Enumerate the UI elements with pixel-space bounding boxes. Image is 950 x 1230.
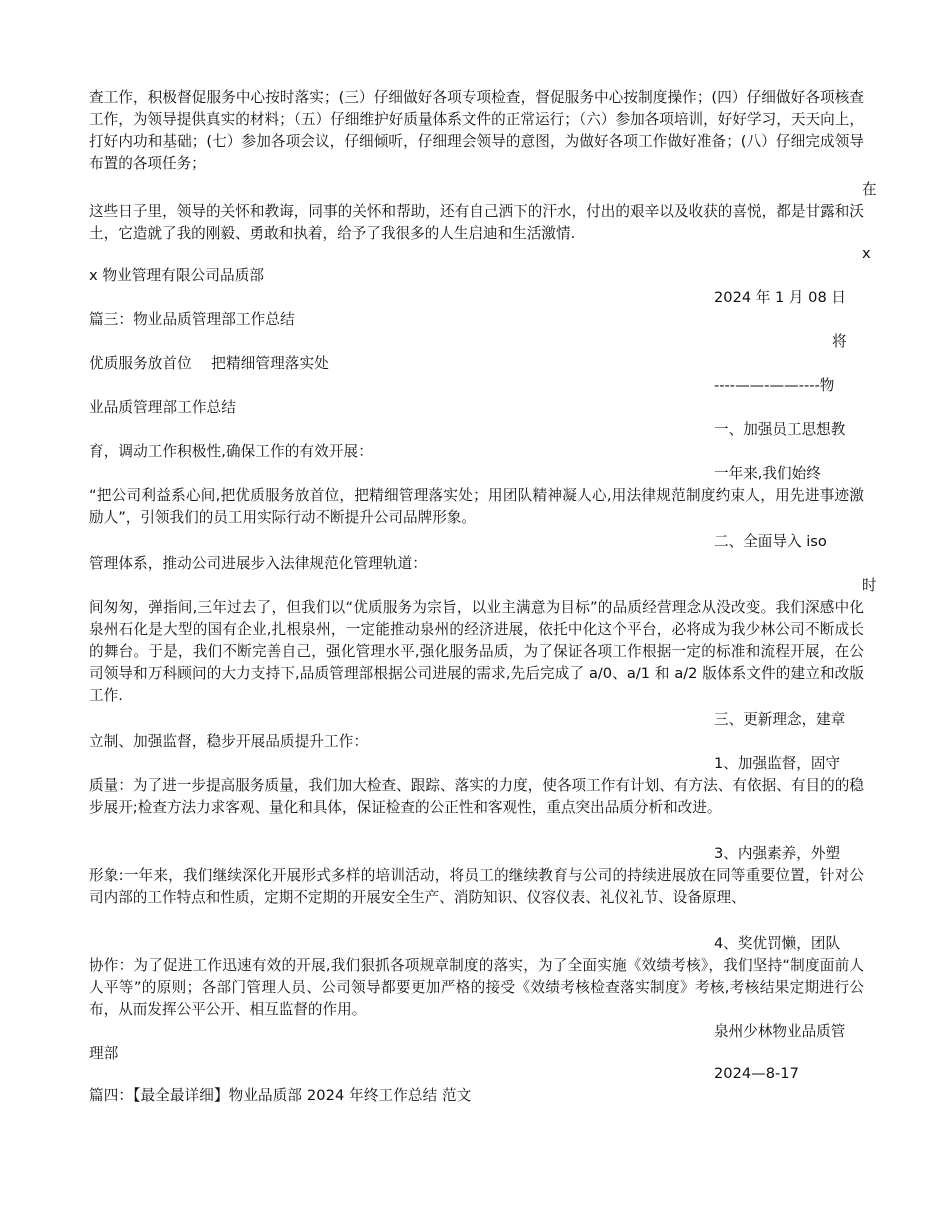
paragraph-three-years: 间匆匆，弹指间,三年过去了，但我们以“优质服务为宗旨，以业主满意为目标”的品质经营理念从没改变。我们深感中化泉州石化是大型的国有企业,扎根泉州，一定能推动泉州的经济进展，依托中化这个平台，必将成为我少林公司不断成长的舞台。于是，我们不断完善自己，强化管理水平,强化服务品质，为了保证各项工作根据一定的标准和流程开展，在公司领导和万科顾问的大力支持下,品质管理部根据公司进展的需求,先后完成了 a/0、a/1 和 a/2 版体系文件的建立和改版工作.: [89, 599, 864, 704]
chapter-four-heading: 篇四：【最全最详细】物业品质部 2024 年终工作总结 范文: [89, 1087, 472, 1104]
paragraph-reflection: 这些日子里，领导的关怀和教诲，同事的关怀和帮助，还有自己洒下的汗水，付出的艰辛以及收获的喜悦，都是甘露和沃土，它造就了我的刚毅、勇敢和执着，给予了我很多的人生启迪和生活激情.: [89, 203, 864, 242]
item-four-heading: 4、奖优罚懒，团队: [714, 935, 841, 952]
section-three-continuation: 立制、加强监督，稳步开展品质提升工作：: [89, 733, 369, 750]
section-three-heading: 三、更新理念，建章: [714, 711, 846, 728]
section-one-lead: 一年来,我们始终: [714, 465, 821, 482]
paragraph-duties: 查工作，积极督促服务中心按时落实；(三）仔细做好各项专项检查，督促服务中心按制度操作；(四）仔细做好各项核查工作，为领导提供真实的材料；（五）仔细维护好质量体系文件的正常运行；（六）参加各项培训，好好学习，天天向上，打好内功和基础；(七）参加各项会议，仔细倾听，仔细理会领导的意图，为做好各项工作做好准备；(八）仔细完成领导布置的各项任务；: [89, 89, 864, 172]
section-one-heading: 一、加强员工思想教: [714, 421, 846, 438]
item-three-heading: 3、内强素养，外塑: [714, 845, 841, 862]
dash-separator: ----——-——----物: [714, 377, 835, 394]
paragraph-quality: 质量：为了进一步提高服务质量，我们加大检查、跟踪、落实的力度，使各项工作有计划、有方法、有依据、有目的的稳步展开;检查方法力求客观、量化和具体，保证检查的公正性和客观性，重点突出品质分析和改进。: [89, 777, 864, 816]
line-fragment-x: x: [862, 245, 871, 262]
item-one-heading: 1、加强监督，固守: [714, 755, 841, 772]
paragraph-image: 形象:一年来，我们继续深化开展形式多样的培训活动，将员工的继续教育与公司的持续进展放在同等重要位置，针对公司内部的工作特点和性质，定期不定期的开展安全生产、消防知识、仪容仪表、礼仪礼节、设备原理、: [89, 867, 864, 906]
line-fragment-shi: 时: [862, 577, 877, 594]
slogan-line: 优质服务放首位 把精细管理落实处: [89, 355, 329, 372]
section-two-heading: 二、全面导入 iso: [714, 533, 827, 550]
section-two-continuation: 管理体系，推动公司进展步入法律规范化管理轨道：: [89, 555, 427, 572]
chapter-three-heading: 篇三：物业品质管理部工作总结: [89, 311, 295, 328]
department-signature: 泉州少林物业品质管: [714, 1023, 846, 1040]
section-one-continuation: 育，调动工作积极性,确保工作的有效开展：: [89, 443, 373, 460]
line-fragment-zai: 在: [862, 181, 877, 198]
paragraph-company-motto: “把公司利益系心间,把优质服务放首位，把精细管理落实处；用团队精神凝人心,用法律规范制度约束人，用先进事迹激励人”，引领我们的员工用实际行动不断提升公司品牌形象。: [89, 487, 864, 526]
paragraph-teamwork: 协作：为了促进工作迅速有效的开展,我们狠抓各项规章制度的落实，为了全面实施《效绩考核》，我们坚持“制度面前人人平等”的原则；各部门管理人员、公司领导都要更加严格的接受《效绩考核检查落实制度》考核,考核结果定期进行公布，从而发挥公平公开、相互监督的作用。: [89, 957, 864, 1018]
line-fragment-jiang: 将: [832, 333, 847, 350]
signature-date: 2024 年 1 月 08 日: [714, 289, 846, 306]
report-subtitle: 业品质管理部工作总结: [89, 399, 236, 416]
signature-date-two: 2024—8-17: [714, 1065, 799, 1082]
department-signature-continuation: 理部: [89, 1045, 119, 1062]
company-signature: x 物业管理有限公司品质部: [89, 267, 265, 284]
